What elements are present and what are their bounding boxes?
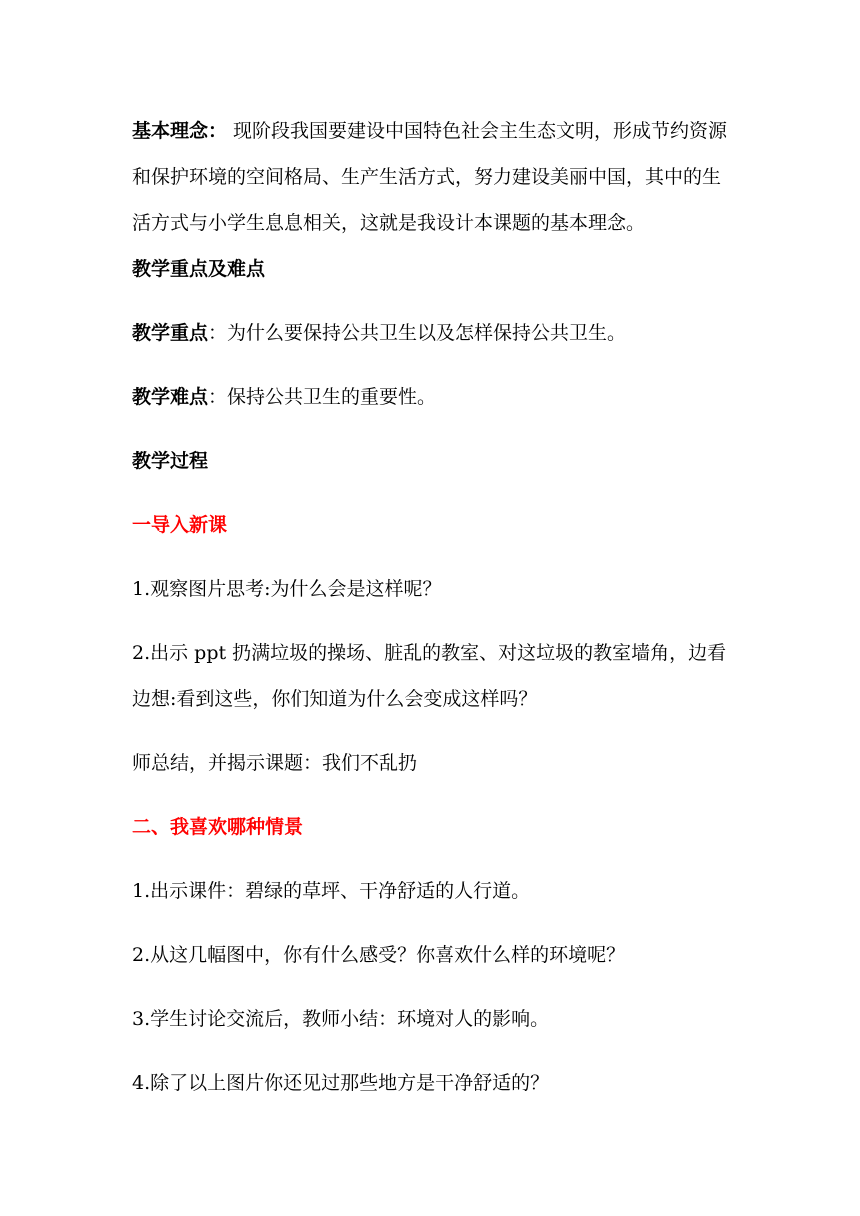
basic-concept-label: 基本理念：: [132, 120, 228, 142]
difficulty-paragraph: [132, 374, 732, 420]
section2-item: 1.出示课件：碧绿的草坪、干净舒适的人行道。: [132, 880, 531, 902]
difficulty-label: 教学难点: [132, 386, 209, 408]
section1-title: 一导入新课: [132, 514, 228, 536]
focus-heading: 教学重点及难点: [132, 258, 266, 280]
section2-title: 二、我喜欢哪种情景: [132, 816, 304, 838]
process-heading: 教学过程: [132, 450, 209, 472]
key-point-paragraph: [132, 310, 732, 356]
section1-item: 1.观察图片思考:为什么会是这样呢？: [132, 578, 442, 600]
document-body: [132, 108, 732, 1106]
section1-item: 2.出示 ppt 扔满垃圾的操场、脏乱的教室、对这垃圾的教室墙角，边看边想:看到这些，你们知道为什么会变成这样吗？: [132, 642, 727, 710]
section2-item: 4.除了以上图片你还见过那些地方是干净舒适的？: [132, 1072, 550, 1094]
basic-concept-paragraph: [132, 108, 732, 246]
key-point-label: 教学重点: [132, 322, 209, 344]
section2-item: 3.学生讨论交流后，教师小结：环境对人的影响。: [132, 1008, 550, 1030]
difficulty-text: ：保持公共卫生的重要性。: [208, 386, 437, 408]
basic-concept-text: 现阶段我国要建设中国特色社会主生态文明，形成节约资源和保护环境的空间格局、生产生活方式，努力建设美丽中国，其中的生活方式与小学生息息相关，这就是我设计本课题的基本理念。: [132, 120, 728, 234]
key-point-text: ：为什么要保持公共卫生以及怎样保持公共卫生。: [208, 322, 627, 344]
section1-item: 师总结，并揭示课题：我们不乱扔: [132, 752, 418, 774]
section2-item: 2.从这几幅图中，你有什么感受？你喜欢什么样的环境呢？: [132, 944, 626, 966]
